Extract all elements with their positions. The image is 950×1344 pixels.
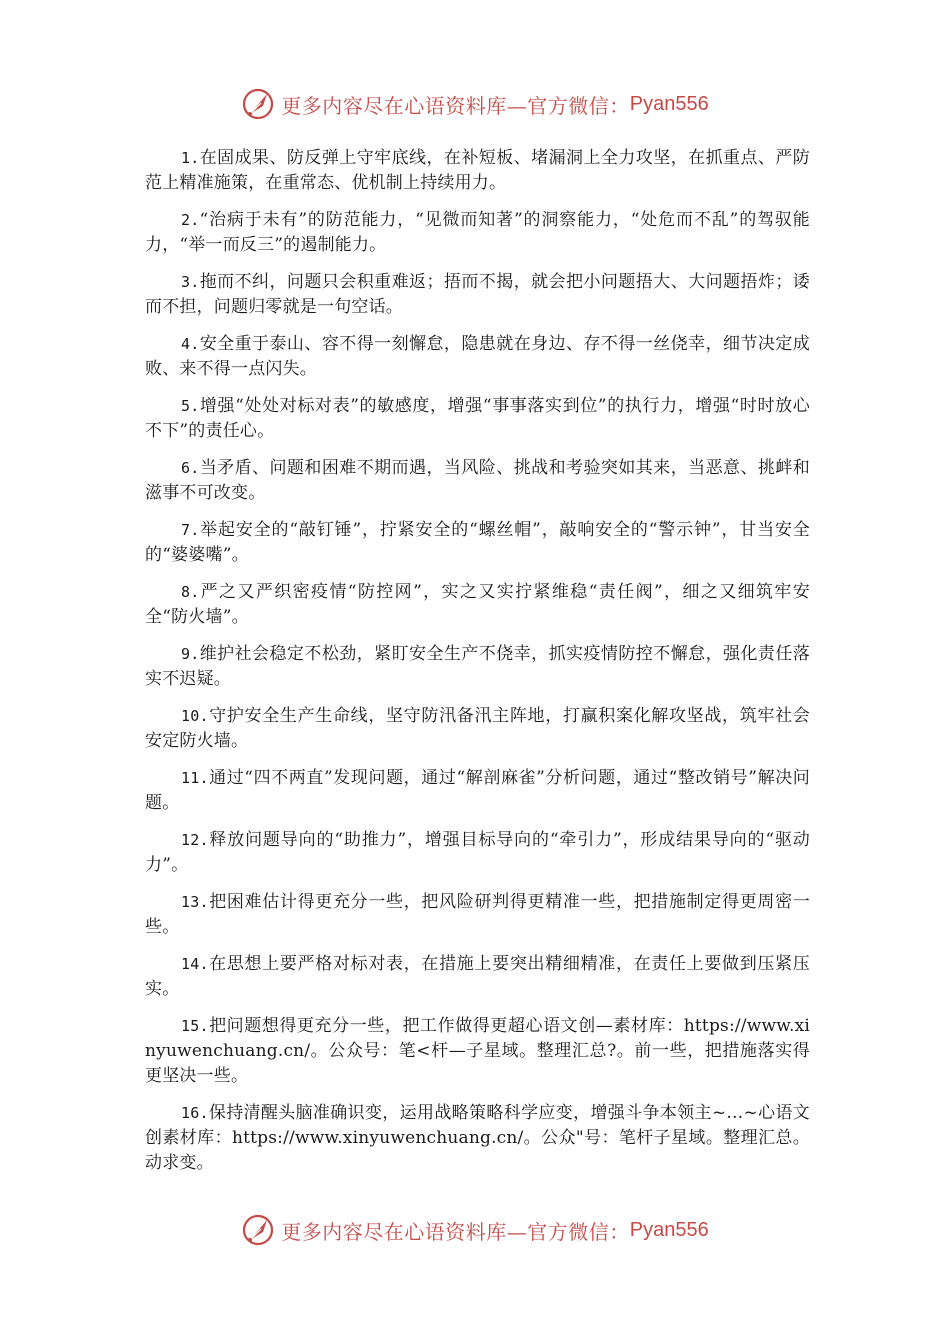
item-number: 2.	[181, 211, 200, 229]
paragraph	[145, 518, 810, 568]
paragraph	[145, 1101, 810, 1176]
item-number: 10.	[181, 707, 209, 725]
item-number: 14.	[181, 955, 209, 973]
item-number: 3.	[181, 273, 200, 291]
header-banner	[0, 84, 950, 124]
item-number: 1.	[181, 149, 200, 167]
item-text: “治病于未有”的防范能力，“见微而知著”的洞察能力，“处危而不乱”的驾驭能力，“举一而反三”的遏制能力。	[145, 210, 810, 255]
paragraph	[145, 642, 810, 692]
quill-logo-icon	[241, 1213, 275, 1247]
item-number: 12.	[181, 831, 209, 849]
item-number: 4.	[181, 335, 200, 353]
item-text: 通过“四不两直”发现问题，通过“解剖麻雀”分析问题，通过“整改销号”解决问题。	[145, 768, 810, 813]
paragraph	[145, 332, 810, 382]
item-text: 释放问题导向的“助推力”，增强目标导向的“牵引力”，形成结果导向的“驱动力”。	[145, 830, 810, 875]
quill-logo-icon	[241, 87, 275, 121]
item-number: 11.	[181, 769, 209, 787]
paragraph	[145, 766, 810, 816]
paragraph	[145, 394, 810, 444]
paragraph	[145, 580, 810, 630]
item-number: 8.	[181, 583, 200, 601]
item-text: 严之又严织密疫情“防控网”，实之又实拧紧维稳“责任阀”，细之又细筑牢安全“防火墙”。	[145, 582, 810, 627]
paragraph	[145, 704, 810, 754]
item-text: 增强“处处对标对表”的敏感度，增强“事事落实到位”的执行力，增强“时时放心不下”的责任心。	[145, 396, 810, 441]
item-number: 6.	[181, 459, 200, 477]
paragraph	[145, 208, 810, 258]
item-text: 拖而不纠，问题只会积重难返；捂而不揭，就会把小问题捂大、大问题捂炸；诿而不担，问题归零就是一句空话。	[145, 272, 810, 317]
paragraph	[145, 270, 810, 320]
paragraph	[145, 456, 810, 506]
header-banner-text: 更多内容尽在心语资料库—官方微信：	[281, 93, 630, 118]
item-text: 当矛盾、问题和困难不期而遇，当风险、挑战和考验突如其来，当恶意、挑衅和滋事不可改变。	[145, 458, 810, 503]
item-text: 保持清醒头脑准确识变，运用战略策略科学应变，增强斗争本领主~…~心语文创素材库：https://www.xinyuwenchuang.cn/。公众"号：笔杆子星域。整理汇总。动求变。	[145, 1103, 810, 1173]
item-text: 把困难估计得更充分一些，把风险研判得更精准一些，把措施制定得更周密一些。	[145, 892, 810, 937]
item-number: 13.	[181, 893, 209, 911]
paragraph	[145, 828, 810, 878]
item-text: 维护社会稳定不松劲，紧盯安全生产不侥幸，抓实疫情防控不懈怠，强化责任落实不迟疑。	[145, 644, 810, 689]
footer-banner-text: 更多内容尽在心语资料库—官方微信：	[281, 1219, 630, 1244]
item-text: 在固成果、防反弹上守牢底线，在补短板、堵漏洞上全力攻坚，在抓重点、严防范上精准施策，在重常态、优机制上持续用力。	[145, 148, 810, 193]
item-number: 5.	[181, 397, 200, 415]
paragraph	[145, 146, 810, 196]
footer-wechat-id: Pyan556	[629, 1218, 709, 1241]
item-text: 在思想上要严格对标对表，在措施上要突出精细精准，在责任上要做到压紧压实。	[145, 954, 810, 999]
paragraph	[145, 890, 810, 940]
item-number: 7.	[181, 521, 200, 539]
header-wechat-id: Pyan556	[629, 92, 709, 115]
item-number: 16.	[181, 1104, 209, 1122]
item-text: 举起安全的“敲钉锤”，拧紧安全的“螺丝帽”，敲响安全的“警示钟”，甘当安全的“婆婆嘴”。	[145, 520, 810, 565]
paragraph	[145, 952, 810, 1002]
paragraph	[145, 1014, 810, 1089]
item-text: 把问题想得更充分一些，把工作做得更超心语文创—素材库：https://www.xinyuwenchuang.cn/。公众号：笔<杆—子星域。整理汇总?。前一些，把措施落实得更坚决一些。	[145, 1016, 810, 1086]
footer-banner	[0, 1210, 950, 1250]
item-number: 15.	[181, 1017, 209, 1035]
item-text: 安全重于泰山、容不得一刻懈怠，隐患就在身边、存不得一丝侥幸，细节决定成败、来不得一点闪失。	[145, 334, 810, 379]
document-body	[145, 146, 810, 1188]
item-text: 守护安全生产生命线，坚守防汛备汛主阵地，打赢积案化解攻坚战，筑牢社会安定防火墙。	[145, 706, 810, 751]
item-number: 9.	[181, 645, 200, 663]
